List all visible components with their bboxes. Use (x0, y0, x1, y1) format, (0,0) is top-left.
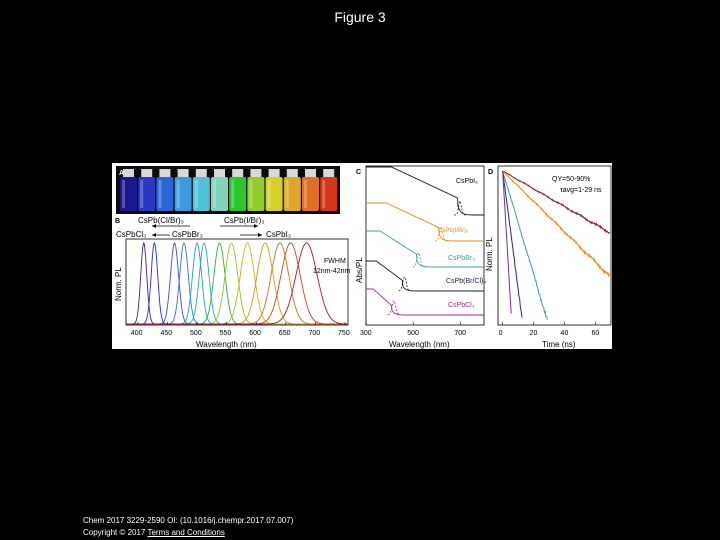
pl-decay (503, 171, 512, 314)
panel-d-xlabel: Time (ns) (542, 340, 576, 349)
pl-spectrum (126, 243, 348, 324)
pl-spectrum (126, 243, 348, 324)
pl-spectrum (126, 243, 348, 324)
label-cspbbrcl-c: CsPb(Br/Cl)₃ (446, 278, 487, 285)
vial-cap (214, 169, 225, 177)
label-cspbcl3-c: CsPbCl₃ (448, 302, 475, 309)
panel-c-curves (366, 167, 487, 315)
slide-title: Figure 3 (334, 9, 386, 25)
label-cspbibr-b: CsPb(I/Br)₃ (224, 216, 265, 225)
panel-c (355, 166, 486, 349)
pl-spectrum (126, 243, 348, 324)
copyright-text: Copyright © 2017 (83, 528, 148, 537)
fwhm-range: 12nm-42nm (313, 268, 351, 275)
vial-highlight (231, 180, 234, 208)
vial-highlight (286, 180, 289, 208)
vial-highlight (213, 180, 216, 208)
panel-c-ylabel: Abs/PL (355, 257, 364, 283)
arrow-head-4 (258, 233, 262, 237)
panel-b-curves (126, 243, 348, 324)
vial-cap (305, 169, 316, 177)
panel-d-ylabel: Norm. PL (485, 237, 494, 271)
label-cspbbr3-c: CsPbBr₃ (448, 255, 475, 262)
panel-d-letter: D (488, 169, 494, 176)
x-tick-label: 400 (130, 330, 143, 337)
panel-c-xlabel: Wavelength (nm) (389, 340, 450, 349)
vial-cap (323, 169, 334, 177)
composition-arrows (152, 224, 262, 237)
terms-link[interactable]: Terms and Conditions (147, 528, 225, 537)
vial-highlight (249, 180, 252, 208)
panel-a-letter: A (119, 170, 125, 177)
copyright-line (83, 527, 293, 539)
pl-spectrum (126, 243, 348, 324)
x-tick-label: 500 (190, 330, 202, 337)
x-tick-label: 700 (454, 330, 467, 337)
vial-cap (196, 169, 207, 177)
figure-3 (112, 163, 612, 349)
x-tick-label: 40 (560, 330, 569, 337)
pl-peak (413, 253, 425, 267)
panel-c-letter: C (356, 169, 362, 176)
vial-cap (178, 169, 189, 177)
citation (83, 515, 293, 539)
panel-b (114, 216, 351, 349)
vial-cap (123, 169, 134, 177)
vial-highlight (268, 180, 271, 208)
panel-a (116, 166, 340, 214)
panel-b-letter: B (115, 218, 121, 225)
pl-spectrum (126, 243, 348, 324)
vial-highlight (322, 180, 325, 208)
x-tick-label: 20 (529, 330, 538, 337)
vial-cap (232, 169, 243, 177)
pl-spectrum (126, 243, 348, 324)
vial-highlight (122, 180, 125, 208)
panel-b-frame (126, 239, 348, 325)
vial-cap (141, 169, 152, 177)
pl-decay (503, 171, 522, 318)
pl-spectrum (126, 243, 348, 324)
abs-spectrum (366, 167, 484, 215)
x-tick-label: 750 (338, 330, 350, 337)
label-cspbcl3-b: CsPbCl₃ (116, 230, 147, 239)
panel-d-ticks (499, 322, 600, 337)
x-tick-label: 650 (278, 330, 291, 337)
label-cspbibr-c: CsPb(I/Br)₃ (438, 228, 469, 234)
panel-b-ylabel: Norm. PL (114, 267, 123, 301)
panel-c-ticks (360, 322, 466, 337)
vial-highlight (140, 180, 143, 208)
pl-peak (454, 201, 466, 215)
vial-cap (287, 169, 298, 177)
arrow-head-3 (152, 233, 156, 237)
label-cspbi3-c: CsPbI₃ (456, 178, 478, 185)
x-tick-label: 450 (160, 330, 173, 337)
x-tick-label: 600 (249, 330, 261, 337)
x-tick-label: 550 (219, 330, 232, 337)
x-tick-label: 500 (407, 330, 419, 337)
x-tick-label: 60 (591, 330, 600, 337)
vial-cap (250, 169, 261, 177)
figure-canvas (112, 163, 612, 349)
pl-spectrum (126, 243, 348, 324)
pl-spectrum (126, 243, 348, 324)
panel-b-xlabel: Wavelength (nm) (196, 340, 257, 349)
pl-spectrum (126, 243, 348, 324)
pl-spectrum (126, 243, 348, 324)
label-cspbclbr: CsPb(Cl/Br)₃ (138, 216, 184, 225)
fwhm-label: FWHM (324, 258, 346, 265)
qy-label: QY=50-90% (552, 176, 591, 183)
tau-label: τavg=1-29 ns (560, 187, 602, 194)
vial-highlight (158, 180, 161, 208)
pl-spectrum (126, 243, 348, 324)
abs-spectrum (366, 203, 484, 241)
label-cspbbr3-b: CsPbBr₃ (172, 230, 203, 239)
vial-cap (269, 169, 280, 177)
label-cspbi3-b: CsPbI₃ (266, 230, 292, 239)
vial-highlight (304, 180, 307, 208)
panel-d (485, 166, 611, 349)
vial-highlight (177, 180, 180, 208)
x-tick-label: 700 (308, 330, 321, 337)
x-tick-label: 0 (498, 330, 503, 337)
abs-spectrum (366, 261, 487, 291)
vial-highlight (195, 180, 198, 208)
citation-line: Chem 2017 3229-2590 OI: (10.1016/j.chempr.2017.07.007) (83, 516, 294, 525)
vial-cap (159, 169, 170, 177)
x-tick-label: 300 (360, 330, 372, 337)
